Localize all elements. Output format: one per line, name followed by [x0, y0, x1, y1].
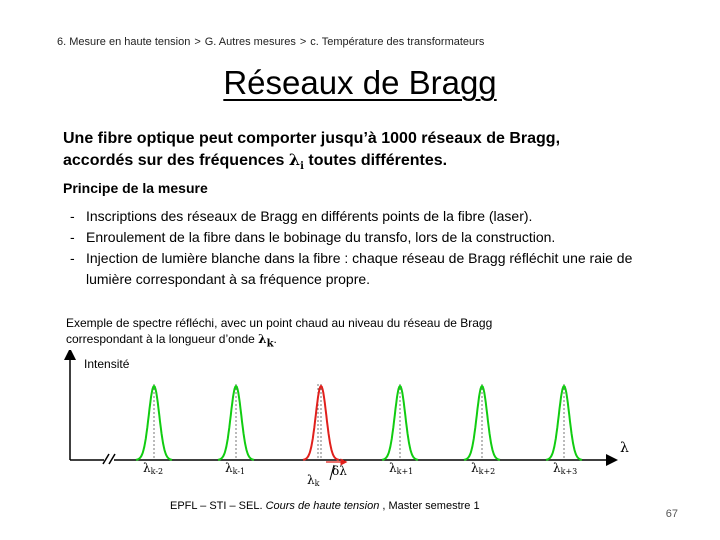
lambda-symbol	[288, 150, 304, 173]
lambda-subscript: i	[300, 161, 304, 173]
peak-label: λk+2	[471, 461, 496, 476]
principle-item: - Enroulement de la fibre dans le bobinage du transfo, lors de la construction.	[70, 227, 670, 248]
shift-label: δλ	[332, 464, 347, 478]
slide-title-text: Réseaux de Bragg	[223, 64, 497, 101]
peak-label: λk+3	[553, 461, 578, 476]
peak-label: λk-1	[225, 461, 246, 476]
lambda-subscript: k	[266, 338, 274, 350]
lambda-glyph: λ	[258, 332, 267, 346]
breadcrumb-item: G. Autres mesures	[204, 36, 296, 48]
footer-prefix: EPFL – STI – SEL.	[170, 500, 266, 512]
peak-label: λk-2	[143, 461, 164, 476]
footer	[170, 500, 480, 512]
principle-list	[70, 206, 670, 290]
example-line-2-post: .	[273, 332, 277, 346]
breadcrumb-item: c. Température des transformateurs	[310, 36, 485, 48]
y-axis-label: Intensité	[84, 357, 130, 371]
intro-line-2	[63, 149, 663, 177]
principle-heading: Principe de la mesure	[63, 180, 208, 196]
axis-break	[109, 454, 115, 464]
page-number: 67	[665, 508, 678, 520]
intro-line-1: Une fibre optique peut comporter jusqu’à 1000 réseaux de Bragg,	[63, 130, 561, 147]
peaks-group	[136, 384, 582, 488]
breadcrumb-item: 6. Mesure en haute tension	[57, 36, 191, 48]
footer-suffix: , Master semestre 1	[379, 500, 480, 512]
intro-line-2-pre: accordés sur des fréquences	[63, 152, 289, 169]
x-axis-label: λ	[620, 440, 629, 456]
example-caption	[66, 315, 626, 352]
breadcrumb	[57, 36, 484, 48]
principle-item: - Injection de lumière blanche dans la fibre : chaque réseau de Bragg réfléchit une raie de lumière correspondant à sa fréquence propre.	[70, 248, 670, 290]
slide-title	[0, 64, 720, 102]
spectrum-chart	[0, 350, 720, 490]
chart-axes	[70, 354, 612, 464]
axis-break	[103, 454, 109, 464]
breadcrumb-separator: >	[194, 36, 201, 48]
principle-item: - Inscriptions des réseaux de Bragg en différents points de la fibre (laser).	[70, 206, 670, 227]
peak-label: λk+1	[389, 461, 414, 476]
intro-text	[63, 128, 663, 177]
footer-course: Cours de haute tension	[265, 500, 380, 512]
lambda-glyph: λ	[288, 150, 301, 169]
example-line-1: Exemple de spectre réfléchi, avec un point chaud au niveau du réseau de Bragg	[66, 316, 493, 330]
intro-line-2-post: toutes différentes.	[303, 152, 448, 169]
breadcrumb-separator: >	[299, 36, 307, 48]
lambda-symbol	[258, 332, 274, 350]
peak-label: λk	[307, 473, 320, 488]
example-line-2-pre: correspondant à la longueur d’onde	[66, 332, 259, 346]
